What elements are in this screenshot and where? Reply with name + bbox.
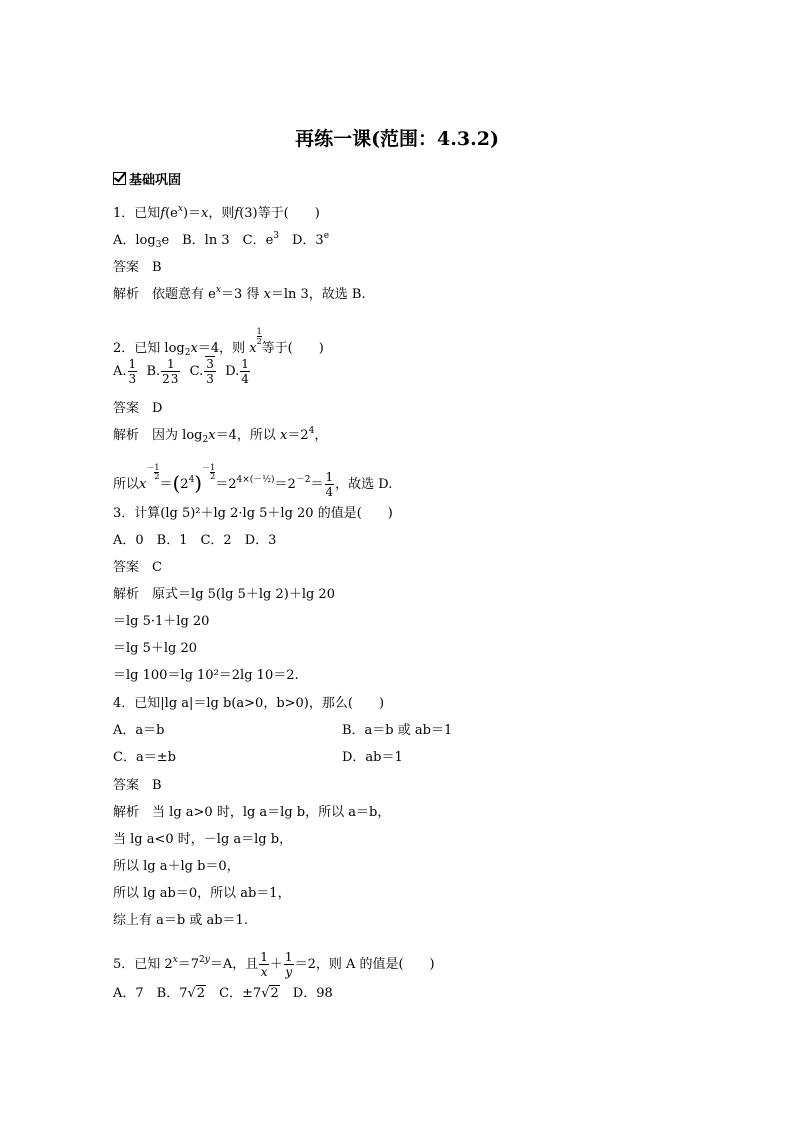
- question-2-answer: 答案 D: [113, 401, 163, 416]
- question-4-option-b: B．a＝b 或 ab＝1: [342, 723, 453, 738]
- question-4-option-c: C．a＝±b: [113, 750, 176, 765]
- question-2-options: A. $\frac{1}{3}$ B. $\frac{1}{23}$ C. $\frac{3}{3}$ D. $\frac{1}{4}$: [113, 357, 249, 386]
- question-3: 3．计算(lg 5)²＋lg 2·lg 5＋lg 20 的值是( ): [113, 506, 393, 521]
- question-3-step: ＝lg 5＋lg 20: [113, 641, 198, 656]
- question-4-step: 所以 lg ab＝0，所以 ab＝1，: [113, 886, 291, 901]
- question-1: 1．已知$f(e^x)=x$，则f(3)等于( ): [113, 204, 320, 221]
- question-3-analysis: 解析 原式＝lg 5(lg 5＋lg 2)＋lg 20: [113, 587, 335, 602]
- question-5: 5．已知 $2^x=7^{2y}=A$，且 $\frac{1}{x}$ ＋ $\frac{1}{y}$ ＝2，则 A 的值是( ): [113, 950, 435, 979]
- question-4-step: 当 lg a<0 时，－lg a＝lg b，: [113, 832, 293, 847]
- question-3-answer: 答案 C: [113, 560, 162, 575]
- question-1-analysis: 解析 依题意有 $e^x=3$ 得 x＝ln 3，故选 B.: [113, 285, 366, 302]
- question-2-analysis: 解析 因为 $\log_2x=4$，所以 $x=2^4$，: [113, 426, 328, 445]
- question-1-options: A．$\log_3e$ B．ln 3 C．$e^3$ D．3e: [113, 231, 330, 250]
- question-4-step: 综上有 a＝b 或 ab＝1.: [113, 913, 248, 928]
- question-2-analysis-step: 所以x －1 2 $=(2^4)$ －1 2 $=2^{4\times(-\frac{1}{2})}=2^{-2}=$ $\frac{1}{4}$ ，故选 D.: [113, 463, 393, 499]
- question-5-options: A．7 B．7√2 C．±7√2 D．98: [113, 986, 333, 1001]
- question-3-step: ＝lg 100＝lg 10²＝2lg 10＝2.: [113, 668, 299, 683]
- question-4-step: 所以 lg a＋lg b＝0，: [113, 859, 240, 874]
- question-3-options: A．0 B．1 C．2 D．3: [113, 533, 277, 548]
- question-3-step: ＝lg 5·1＋lg 20: [113, 614, 210, 629]
- section-heading: [113, 172, 181, 190]
- question-4-analysis: 解析 当 lg a>0 时，lg a＝lg b，所以 a＝b，: [113, 805, 391, 820]
- question-2: 2．已知 $\log_2x=4$，则 x $\frac{1}{2}$ 等于( ): [113, 327, 324, 358]
- question-1-answer: 答案 B: [113, 260, 162, 275]
- section-heading-text: 基础巩固: [129, 173, 182, 188]
- question-4-option-a: A．a＝b: [113, 723, 165, 738]
- page-title: 再练一课(范围：4.3.2): [295, 128, 499, 150]
- checkbox-icon: [113, 172, 126, 185]
- question-4: 4．已知|lg a|＝lg b(a>0，b>0)，那么( ): [113, 696, 385, 711]
- question-4-option-d: D．ab＝1: [342, 750, 403, 765]
- question-4-answer: 答案 B: [113, 778, 162, 793]
